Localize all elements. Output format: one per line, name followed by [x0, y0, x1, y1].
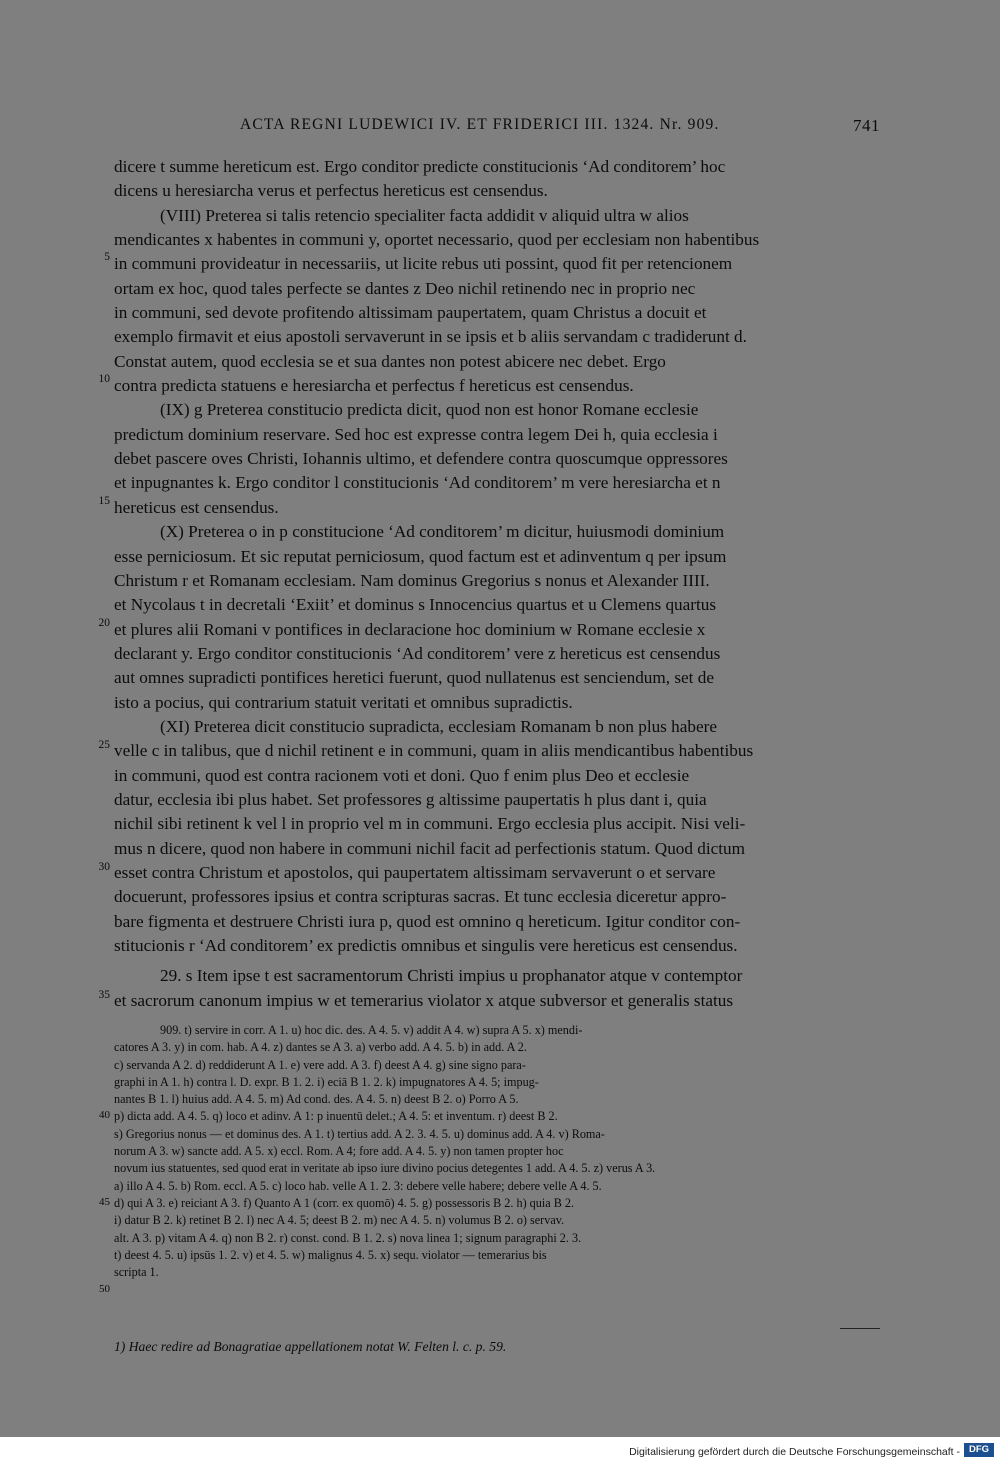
- line-number: 20: [98, 617, 110, 629]
- apparatus-line: p) dicta add. A 4. 5. q) loco et adinv. A 1: p inuentū delet.; A 4. 5: et inventum. r) deest B 2.: [114, 1109, 558, 1124]
- text-line: mendicantes x habentes in communi y, oportet necessario, quod per ecclesiam non habentibus: [114, 230, 760, 250]
- text-line: velle c in talibus, que d nichil retinent e in communi, quam in aliis mendicantibus habentibus: [114, 741, 754, 761]
- line-number: 5: [104, 251, 110, 263]
- apparatus-line: a) illo A 4. 5. b) Rom. eccl. A 5. c) loco hab. velle A 1. 2. 3: debere velle habere; debere velle A 4. 5.: [114, 1178, 602, 1193]
- text-line: Christum r et Romanam ecclesiam. Nam dominus Gregorius s nonus et Alexander IIII.: [114, 570, 710, 590]
- text-line: et Nycolaus t in decretali ‘Exiit’ et dominus s Innocencius quartus et u Clemens quartus: [114, 595, 717, 615]
- footnote: 1) Haec redire ad Bonagratiae appellationem notat W. Felten l. c. p. 59.: [114, 1339, 507, 1354]
- text-line: hereticus est censendus.: [114, 497, 279, 517]
- critical-apparatus: [114, 1022, 879, 1281]
- text-line: et plures alii Romani v pontifices in declaracione hoc dominium w Romane ecclesie x: [114, 619, 706, 639]
- text-line: datur, ecclesia ibi plus habet. Set professores g altissime paupertatis h plus dant i, quia: [114, 789, 707, 809]
- line-number: 50: [99, 1283, 110, 1295]
- line-number: 30: [98, 861, 110, 873]
- apparatus-line: catores A 3. y) in com. hab. A 4. z) dantes se A 3. a) verbo add. A 4. 5. b) in add. A 2.: [114, 1040, 527, 1055]
- running-head: ACTA REGNI LUDEWICI IV. ET FRIDERICI III. 1324. Nr. 909.: [240, 116, 720, 133]
- apparatus-line: t) deest 4. 5. u) ipsūs 1. 2. v) et 4. 5. w) malignus 4. 5. x) sequ. violator — temerarius bis: [114, 1247, 547, 1262]
- funding-note: Digitalisierung gefördert durch die Deutsche Forschungsgemeinschaft -: [629, 1446, 960, 1458]
- apparatus-line: nantes B 1. l) huius add. A 4. 5. m) Ad cond. des. A 4. 5. n) deest B 2. o) Porro A 5.: [114, 1092, 519, 1107]
- text-line: bare figmenta et destruere Christi iura p, quod est omnino q hereticum. Igitur conditor con-: [114, 911, 741, 931]
- text-line: ortam ex hoc, quod tales perfecte se dantes z Deo nichil retinendo nec in proprio nec: [114, 278, 696, 298]
- text-line: declarant y. Ergo conditor constitucionis ‘Ad conditorem’ vere z hereticus est censendus: [114, 643, 721, 663]
- text-line: debet pascere oves Christi, Iohannis ultimo, et defendere contra quoscumque oppressores: [114, 449, 728, 469]
- text-line: (VIII) Preterea si talis retencio specialiter facta addidit v aliquid ultra w alios: [160, 205, 689, 225]
- apparatus-line: s) Gregorius nonus — et dominus des. A 1. t) tertius add. A 2. 3. 4. 5. u) dominus add. A 4. v) Roma-: [114, 1126, 605, 1141]
- text-line: isto a pocius, qui contrarium statuit veritati et omnibus supradictis.: [114, 692, 573, 712]
- text-line: aut omnes supradicti pontifices heretici fuerunt, quod nullatenus est senciendum, set de: [114, 668, 714, 688]
- apparatus-line: graphi in A 1. h) contra l. D. expr. B 1. 2. i) eciā B 1. 2. k) impugnatores A 4. 5; impug-: [114, 1074, 539, 1089]
- text-line: exemplo firmavit et eius apostoli servaverunt in se ipsis et b aliis servandam c tradiderunt d.: [114, 327, 747, 347]
- page-header: [110, 116, 880, 140]
- text-line: et inpugnantes k. Ergo conditor l constitucionis ‘Ad conditorem’ m vere heresiarcha et n: [114, 473, 721, 493]
- text-line: dicens u heresiarcha verus et perfectus hereticus est censendus.: [114, 181, 548, 201]
- apparatus-line: i) datur B 2. k) retinet B 2. l) nec A 4. 5; deest B 2. m) nec A 4. 5. n) volumus B 2. o) servav.: [114, 1213, 565, 1228]
- text-line: in communi, quod est contra racionem voti et doni. Quo f enim plus Deo et ecclesie: [114, 765, 690, 785]
- main-text: [114, 155, 879, 1013]
- text-line: et sacrorum canonum impius w et temerarius violator x atque subversor et generalis status: [114, 990, 734, 1010]
- text-line: (XI) Preterea dicit constitucio supradicta, ecclesiam Romanam b non plus habere: [160, 716, 717, 736]
- text-line: mus n dicere, quod non habere in communi nichil facit ad perfectionis statum. Quod dictum: [114, 838, 746, 858]
- text-line: (X) Preterea o in p constitucione ‘Ad conditorem’ m dicitur, huiusmodi dominium: [160, 522, 725, 542]
- line-number: 45: [99, 1196, 110, 1208]
- line-number: 15: [98, 495, 110, 507]
- line-number: 40: [99, 1109, 110, 1121]
- text-line: dicere t summe hereticum est. Ergo conditor predicte constitucionis ‘Ad conditorem’ hoc: [114, 157, 726, 176]
- apparatus-line: c) servanda A 2. d) reddiderunt A 1. e) vere add. A 3. f) deest A 4. g) sine signo para-: [114, 1057, 526, 1072]
- text-line: in communi provideatur in necessariis, ut licite rebus uti possint, quod fit per retencionem: [114, 254, 733, 274]
- footnote-rule: [840, 1328, 880, 1329]
- text-line: predictum dominium reservare. Sed hoc est expresse contra legem Dei h, quia ecclesia i: [114, 424, 718, 444]
- apparatus-line: 909. t) servire in corr. A 1. u) hoc dic. des. A 4. 5. v) addit A 4. w) supra A 5. x) mendi-: [160, 1023, 583, 1037]
- text-line: nichil sibi retinent k vel l in proprio vel m in communi. Ergo ecclesia plus accipit. Nisi veli-: [114, 814, 746, 834]
- line-number: 35: [98, 989, 110, 1001]
- dfg-logo: DFG: [964, 1443, 994, 1457]
- text-line: (IX) g Preterea constitucio predicta dicit, quod non est honor Romane ecclesie: [160, 400, 699, 420]
- text-line: Constat autem, quod ecclesia se et sua dantes non potest abicere nec debet. Ergo: [114, 351, 666, 371]
- apparatus-line: d) qui A 3. e) reiciant A 3. f) Quanto A 1 (corr. ex quomō) 4. 5. g) possessoris B 2. h) quia B 2.: [114, 1195, 575, 1210]
- line-number: 10: [98, 373, 110, 385]
- apparatus-line: scripta 1.: [114, 1265, 159, 1280]
- text-line: stitucionis r ‘Ad conditorem’ ex predictis omnibus et singulis vere hereticus est censendus.: [114, 936, 738, 955]
- text-line: in communi, sed devote profitendo altissimam paupertatem, quam Christus a docuit et: [114, 303, 707, 323]
- apparatus-line: norum A 3. w) sancte add. A 5. x) eccl. Rom. A 4; fore add. A 4. 5. y) non tamen propter hoc: [114, 1144, 564, 1159]
- text-line: contra predicta statuens e heresiarcha et perfectus f hereticus est censendus.: [114, 376, 634, 396]
- text-line: 29. s Item ipse t est sacramentorum Christi impius u prophanator atque v contemptor: [160, 966, 743, 986]
- page-number: 741: [853, 116, 880, 135]
- text-line: docuerunt, professores ipsius et contra scripturas sacras. Et tunc ecclesia diceretur appro-: [114, 887, 727, 907]
- text-line: esse perniciosum. Et sic reputat perniciosum, quod factum est et adinventum q per ipsum: [114, 546, 727, 566]
- line-number: 25: [98, 739, 110, 751]
- apparatus-line: novum ius statuentes, sed quod erat in veritate ab ipso iure divino pocius detegentes 1 add. A 4. 5. z) verus A 3.: [114, 1161, 656, 1176]
- apparatus-line: alt. A 3. p) vitam A 4. q) non B 2. r) const. cond. B 1. 2. s) nova linea 1; signum paragraphi 2. 3.: [114, 1230, 582, 1245]
- text-line: esset contra Christum et apostolos, qui paupertatem altissimam servaverunt o et servare: [114, 862, 716, 882]
